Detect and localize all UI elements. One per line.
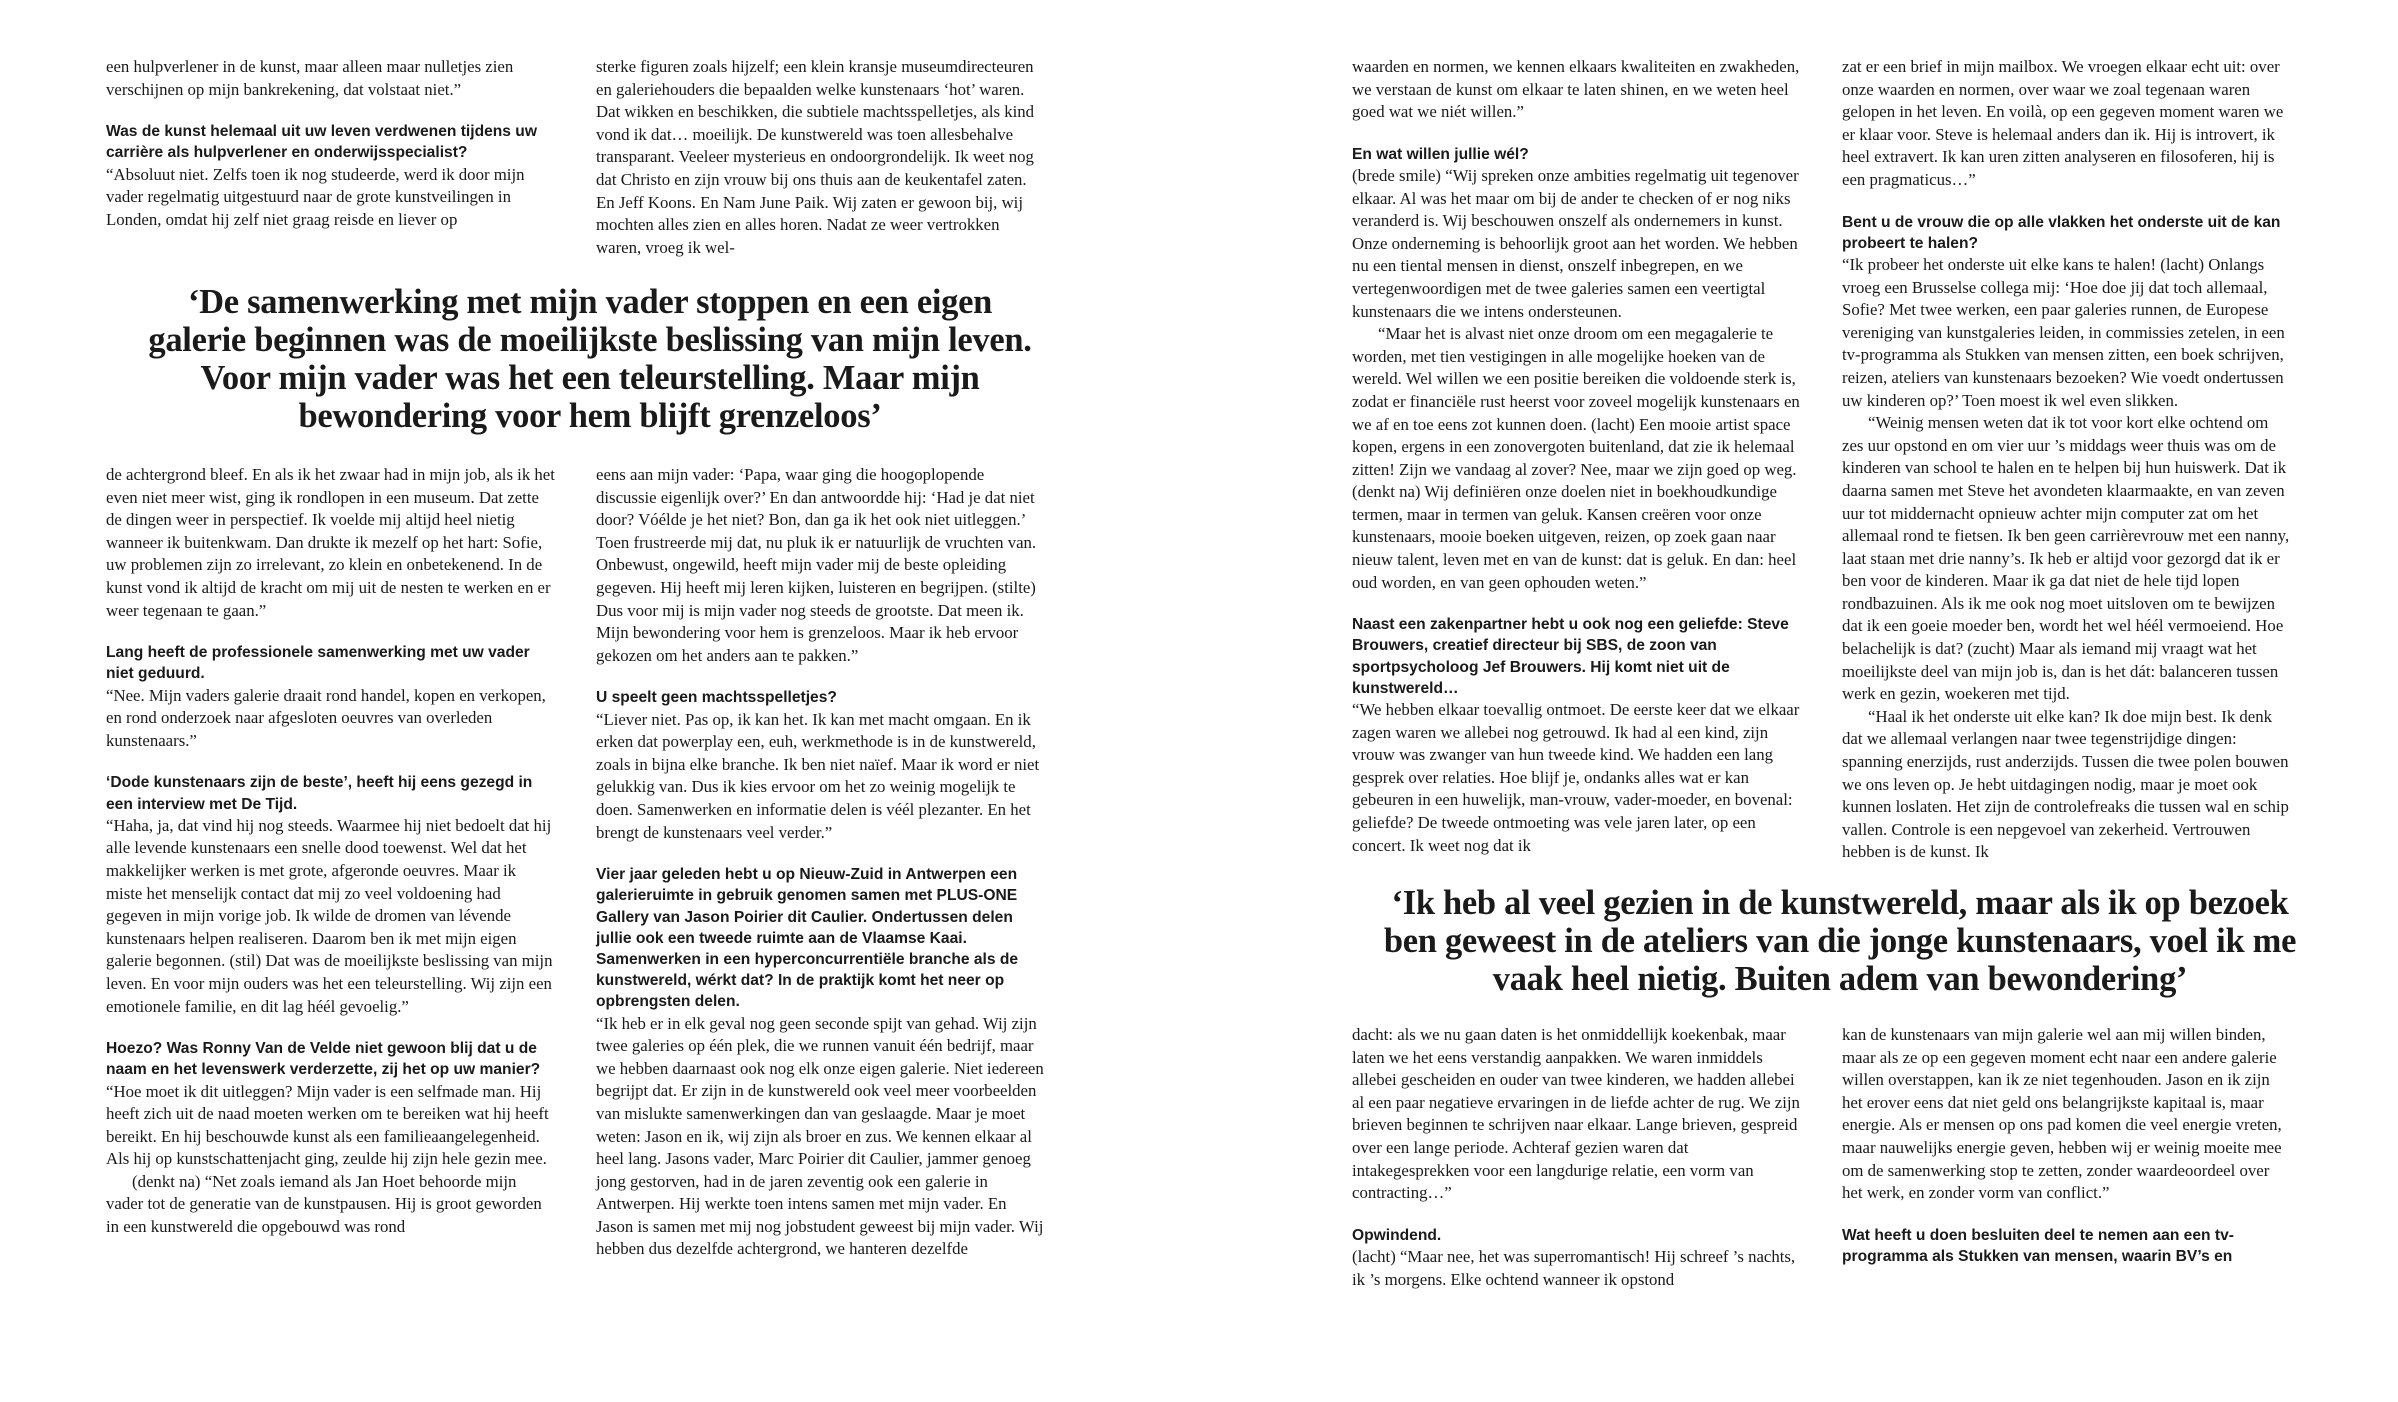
answer-paragraph: “We hebben elkaar toevallig ontmoet. De eerste keer dat we elkaar zagen waren we allebei nog getrouwd. Ik had al een kind, zijn vrouw was zwanger van hun tweede kind. We hadden een lang gesprek over relaties. Hoe blijf je, ondanks alles wat er kan gebeuren in een huwelijk, man-vrouw, vader-moeder, en bovenal: geliefde? De tweede ontmoeting was vele jaren later, op een concert. Ik weet nog dat ik xyxy=(1352,700,1800,855)
pull-quote-line: vaak heel nietig. Buiten adem van bewondering’ xyxy=(1492,960,2188,998)
answer-paragraph: (denkt na) “Net zoals iemand als Jan Hoet behoorde mijn vader tot de generatie van de kunstpausen. Hij is groot geworden in een kunstwereld die opgebouwd was rond xyxy=(106,1171,542,1237)
answer-paragraph: “Ik probeer het onderste uit elke kans te halen! (lacht) Onlangs vroeg een Brusselse collega mij: ‘Hoe doe jij dat toch allemaal, Sofie? Met twee werken, een paar galeries runnen, de Europese vereniging van kunstgaleries leiden, in commissies zetelen, in een tv-programma als Stukken van mensen zitten, een boek schrijven, reizen, ateliers van kunstenaars bezoeken? Wie voedt ondertussen uw kinderen op?’ Toen moest ik wel even slikken. xyxy=(1842,254,2285,410)
pull-quote-line: ben geweest in de ateliers van die jonge kunstenaars, voel ik me xyxy=(1383,922,2297,960)
right-col3-top xyxy=(1352,56,1802,857)
left-col1-bottom xyxy=(106,464,556,1239)
answer-paragraph: “Ik heb er in elk geval nog geen seconde spijt van gehad. Wij zijn twee galeries op één plek, die we runnen vanuit één bedrijf, maar we hebben daarnaast ook nog elk onze eigen galerie. Niet iedereen begrijpt dat. Er zijn in de kunstwereld ook veel meer voorbeelden van mislukte samenwerkingen dan van geslaagde. Maar je moet weten: Jason en ik, wij zijn als broer en zus. We kennen elkaar al heel lang. Jasons vader, Marc Poirier dit Caulier, jammer genoeg jong gestorven, had in de jaren zeventig ook een galerie in Antwerpen. Hij werkte toen intens samen met mijn vader. En Jason is samen met mij nog jobstudent geweest bij mijn vader. Wij hebben dus dezelfde achtergrond, we hanteren dezelfde xyxy=(596,1013,1044,1259)
pull-quote-line: ‘Ik heb al veel gezien in de kunstwereld, maar als ik op bezoek xyxy=(1391,884,2289,922)
right-col3-bottom xyxy=(1352,1024,1802,1291)
pull-quote-line: galerie beginnen was de moeilijkste beslissing van mijn leven. xyxy=(148,321,1032,359)
interview-question: U speelt geen machtsspelletjes? xyxy=(596,689,837,707)
interview-question: Hoezo? Was Ronny Van de Velde niet gewoon blij dat u de naam en het levenswerk verderzette, zij het op uw manier? xyxy=(106,1040,541,1079)
interview-question: Opwindend. xyxy=(1352,1226,1442,1244)
answer-paragraph: sterke figuren zoals hijzelf; een klein kransje museumdirecteuren en galeriehouders die bepaalden welke kunstenaars ‘hot’ waren. Dat wikken en beschikken, die subtiele machtsspelletjes, als kind vond ik dat… moeilijk. De kunstwereld was toen allesbehalve transparant. Veeleer mysterieus en ondoorgrondelijk. Ik weet nog dat Christo en zijn vrouw bij ons thuis aan de keukentafel zaten. En Jeff Koons. En Nam June Paik. Wij zaten er gewoon bij, wij mochten alles zien en alles horen. Nadat ze weer vertrokken waren, vroeg ik wel- xyxy=(596,57,1035,257)
answer-paragraph: “Nee. Mijn vaders galerie draait rond handel, kopen en verkopen, en rond onderzoek naar afgesloten oeuvres van overleden kunstenaars.” xyxy=(106,685,546,750)
right-col4-bottom xyxy=(1842,1024,2292,1267)
right-pull-quote xyxy=(1310,884,2370,998)
interview-question: Lang heeft de professionele samenwerking met uw vader niet geduurd. xyxy=(106,644,530,683)
left-col1-top xyxy=(106,56,556,231)
answer-paragraph: de achtergrond bleef. En als ik het zwaar had in mijn job, als ik het even niet meer wist, ging ik rondlopen in een museum. Dat zette de dingen weer in perspectief. Ik voelde mij altijd heel nietig wanneer ik buitenkwam. Dan drukte ik mezelf op het hart: Sofie, uw problemen zijn zo irrelevant, zo klein en onbetekenend. In de kunst vond ik altijd de kracht om mij uit de nesten te werken en er weer tegenaan te gaan.” xyxy=(106,465,555,620)
interview-question: ‘Dode kunstenaars zijn de beste’, heeft hij eens gezegd in een interview met De Tijd. xyxy=(106,774,533,813)
interview-question: Wat heeft u doen besluiten deel te nemen aan een tv-programma als Stukken van mensen, waarin BV’s en xyxy=(1842,1226,2234,1265)
left-pull-quote xyxy=(60,283,1120,435)
pull-quote-line: Voor mijn vader was het een teleurstelling. Maar mijn xyxy=(200,359,980,397)
answer-paragraph: “Hoe moet ik dit uitleggen? Mijn vader is een selfmade man. Hij heeft zich uit de naad moeten werken om te bereiken wat hij heeft bereikt. En hij beschouwde kunst als een familieaangelegenheid. Als hij op kunstschattenjacht ging, zeulde hij zijn hele gezin mee. xyxy=(106,1081,549,1169)
answer-paragraph: eens aan mijn vader: ‘Papa, waar ging die hoogoplopende discussie eigenlijk over?’ En dan antwoordde hij: ‘Had je dat niet door? Vóélde je het niet? Bon, dan ga ik het ook niet uitleggen.’ Toen frustreerde mij dat, nu pluk ik er natuurlijk de vruchten van. Onbewust, ongewild, heeft mijn vader mij de beste opleiding gegeven. Hij heeft mij leren kijken, luisteren en begrijpen. (stilte) Dus voor mij is mijn vader nog steeds de grootste. Dat meen ik. Mijn bewondering voor hem is grenzeloos. Maar ik heb ervoor gekozen om het anders aan te pakken.” xyxy=(596,465,1037,665)
answer-paragraph: “Weinig mensen weten dat ik tot voor kort elke ochtend om zes uur opstond en om vier uur ’s middags weer thuis was om de kinderen van school te halen en te helpen bij hun huiswerk. Dat ik daarna samen met Steve het avondeten klaarmaakte, en van zeven uur tot middernacht opnieuw achter mijn computer zat om het allemaal rond te fietsen. Ik ben geen carrièrevrouw met een nanny, laat staan met drie nanny’s. Ik heb er altijd voor gezorgd dat ik er ben voor de kinderen. Maar ik ga dat niet de hele tijd lopen rondbazuinen. Als ik me ook nog moet uitsloven om te bewijzen dat ik een goeie moeder ben, wordt het wel héél vermoeiend. Hoe belachelijk is dat? (zucht) Maar als iemand mij vraagt wat het moeilijkste deel van mijn job is, dan is het dát: balanceren tussen werk en gezin, woekeren met tijd. xyxy=(1842,413,2290,704)
answer-paragraph: “Maar het is alvast niet onze droom om een megagalerie te worden, met tien vestigingen in alle mogelijke hoeken van de wereld. Wel willen we een positie bereiken die voldoende sterk is, zodat er financiële rust heerst voor zoveel mogelijk kunstenaars en we af en toe eens zot kunnen doen. (lacht) Een mooie artist space kopen, ergens in een zonovergoten buitenland, dat zie ik helemaal zitten! Zijn we vandaag al zover? Nee, maar we zijn goed op weg. (denkt na) Wij definiëren onze doelen niet in boekhoudkundige termen, maar in termen van geluk. Kansen creëren voor onze kunstenaars, mooie boeken uitgeven, reizen, op zoek gaan naar nieuw talent, leven met en van de kunst: dat is geluk. En dan: heel oud worden, en van geen ophouden weten.” xyxy=(1352,324,1800,592)
answer-paragraph: “Haha, ja, dat vind hij nog steeds. Waarmee hij niet bedoelt dat hij alle levende kunstenaars een snelle dood toewenst. Wel dat het makkelijker werken is met grote, afgeronde oeuvres. Maar ik miste het menselijk contact dat mij zo veel voldoening had gegeven in mijn vorige job. Ik wilde de dromen van lévende kunstenaars helpen realiseren. Daarom ben ik met mijn eigen galerie begonnen. (stil) Dat was de moeilijkste beslissing van mijn leven. En voor mijn ouders was het een teleurstelling. Wij zijn een emotionele familie, en dit lag héél gevoelig.” xyxy=(106,815,553,1016)
answer-paragraph: een hulpverlener in de kunst, maar alleen maar nulletjes zien verschijnen op mijn bankrekening, dat volstaat niet.” xyxy=(106,57,514,99)
interview-question: En wat willen jullie wél? xyxy=(1352,145,1529,163)
answer-paragraph: dacht: als we nu gaan daten is het onmiddellijk koekenbak, maar laten we het eens verstandig aanpakken. We waren inmiddels allebei gescheiden en ouder van twee kinderen, we hadden allebei al een paar negatieve ervaringen in de liefde achter de rug. We zijn brieven beginnen te schrijven naar elkaar. Lange brieven, gespreid over een lange periode. Achteraf gezien waren dat intakegesprekken voor een langdurige relatie, een vorm van contracting…” xyxy=(1352,1025,1800,1203)
right-col4-top xyxy=(1842,56,2292,864)
answer-paragraph: kan de kunstenaars van mijn galerie wel aan mij willen binden, maar als ze op een gegeven moment echt naar een andere galerie willen overstappen, kan ik ze niet tegenhouden. Jason en ik zijn het erover eens dat niet geld ons belangrijkste kapitaal is, maar energie. Als er mensen op ons pad komen die veel energie vreten, maar nauwelijks energie geven, hebben wij er weinig moeite mee om de samenwerking stop te zetten, zonder waardeoordeel over het werk, en zonder vorm van conflict.” xyxy=(1842,1025,2282,1203)
answer-paragraph: zat er een brief in mijn mailbox. We vroegen elkaar echt uit: over onze waarden en normen, over waar we zoal tegenaan waren gelopen in het leven. En voilà, op een gegeven moment waren we er klaar voor. Steve is helemaal anders dan ik. Hij is introvert, ik heel extravert. Ik kan uren zitten analyseren en filosoferen, hij is een pragmaticus…” xyxy=(1842,57,2284,189)
pull-quote-line: ‘De samenwerking met mijn vader stoppen en een eigen xyxy=(187,283,992,321)
answer-paragraph: “Absoluut niet. Zelfs toen ik nog studeerde, werd ik door mijn vader regelmatig uitgestuurd naar de grote kunstveilingen in Londen, omdat hij zelf niet graag reisde en liever op xyxy=(106,164,525,229)
answer-paragraph: “Haal ik het onderste uit elke kan? Ik doe mijn best. Ik denk dat we allemaal verlangen naar twee tegenstrijdige dingen: spanning enerzijds, rust anderzijds. Tussen die twee polen bouwen we ons leven op. Je hebt uitdagingen nodig, maar je moet ook kunnen loslaten. Het zijn de controlefreaks die tussen wal en schip vallen. Controle is een nepgevoel van zekerheid. Vertrouwen hebben is de kunst. Ik xyxy=(1842,706,2289,862)
answer-paragraph: waarden en normen, we kennen elkaars kwaliteiten en zwakheden, we verstaan de kunst om elkaar te laten shinen, en we weten heel goed wat we niét willen.” xyxy=(1352,57,1800,122)
interview-question: Bent u de vrouw die op alle vlakken het onderste uit de kan probeert te halen? xyxy=(1842,213,2281,252)
interview-question: Was de kunst helemaal uit uw leven verdwenen tijdens uw carrière als hulpverlener en onderwijsspecialist? xyxy=(106,123,537,162)
interview-question: Vier jaar geleden hebt u op Nieuw-Zuid in Antwerpen een galerieruimte in gebruik genomen samen met PLUS-ONE Gallery van Jason Poirier dit Caulier. Ondertussen delen jullie ook een tweede ruimte aan de Vlaamse Kaai. Samenwerken in een hyperconcurrentiële branche als de kunstwereld, wérkt dat? In de praktijk komt het neer op opbrengsten delen. xyxy=(596,866,1019,1011)
answer-paragraph: (brede smile) “Wij spreken onze ambities regelmatig uit tegenover elkaar. Al was het maar om bij de ander te checken of er nog niks veranderd is. Wij beschouwen onszelf als ondernemers in kunst. Onze onderneming is behoorlijk groot aan het worden. We hebben nu een tiental mensen in dienst, onszelf inbegrepen, en we vertegenwoordigen met de twee galeries samen een veertigtal kunstenaars die we intens ondersteunen. xyxy=(1352,165,1799,321)
answer-paragraph: “Liever niet. Pas op, ik kan het. Ik kan met macht omgaan. En ik erken dat powerplay een, euh, werkmethode is in de kunstwereld, zoals in bijna elke branche. Ik ben niet naïef. Maar ik word er niet gelukkig van. Dus ik kies ervoor om het zo weinig mogelijk te doen. Samenwerken en informatie delen is véél plezanter. En het brengt de kunstenaars veel verder.” xyxy=(596,709,1040,842)
answer-paragraph: (lacht) “Maar nee, het was superromantisch! Hij schreef ’s nachts, ik ’s morgens. Elke ochtend wanneer ik opstond xyxy=(1352,1246,1796,1289)
interview-question: Naast een zakenpartner hebt u ook nog een geliefde: Steve Brouwers, creatief directeur bij SBS, de zoon van sportpsycholoog Jef Brouwers. Hij komt niet uit de kunstwereld… xyxy=(1352,616,1789,697)
left-col2-bottom xyxy=(596,464,1046,1261)
left-col2-top xyxy=(596,56,1046,259)
pull-quote-line: bewondering voor hem blijft grenzeloos’ xyxy=(298,397,882,435)
